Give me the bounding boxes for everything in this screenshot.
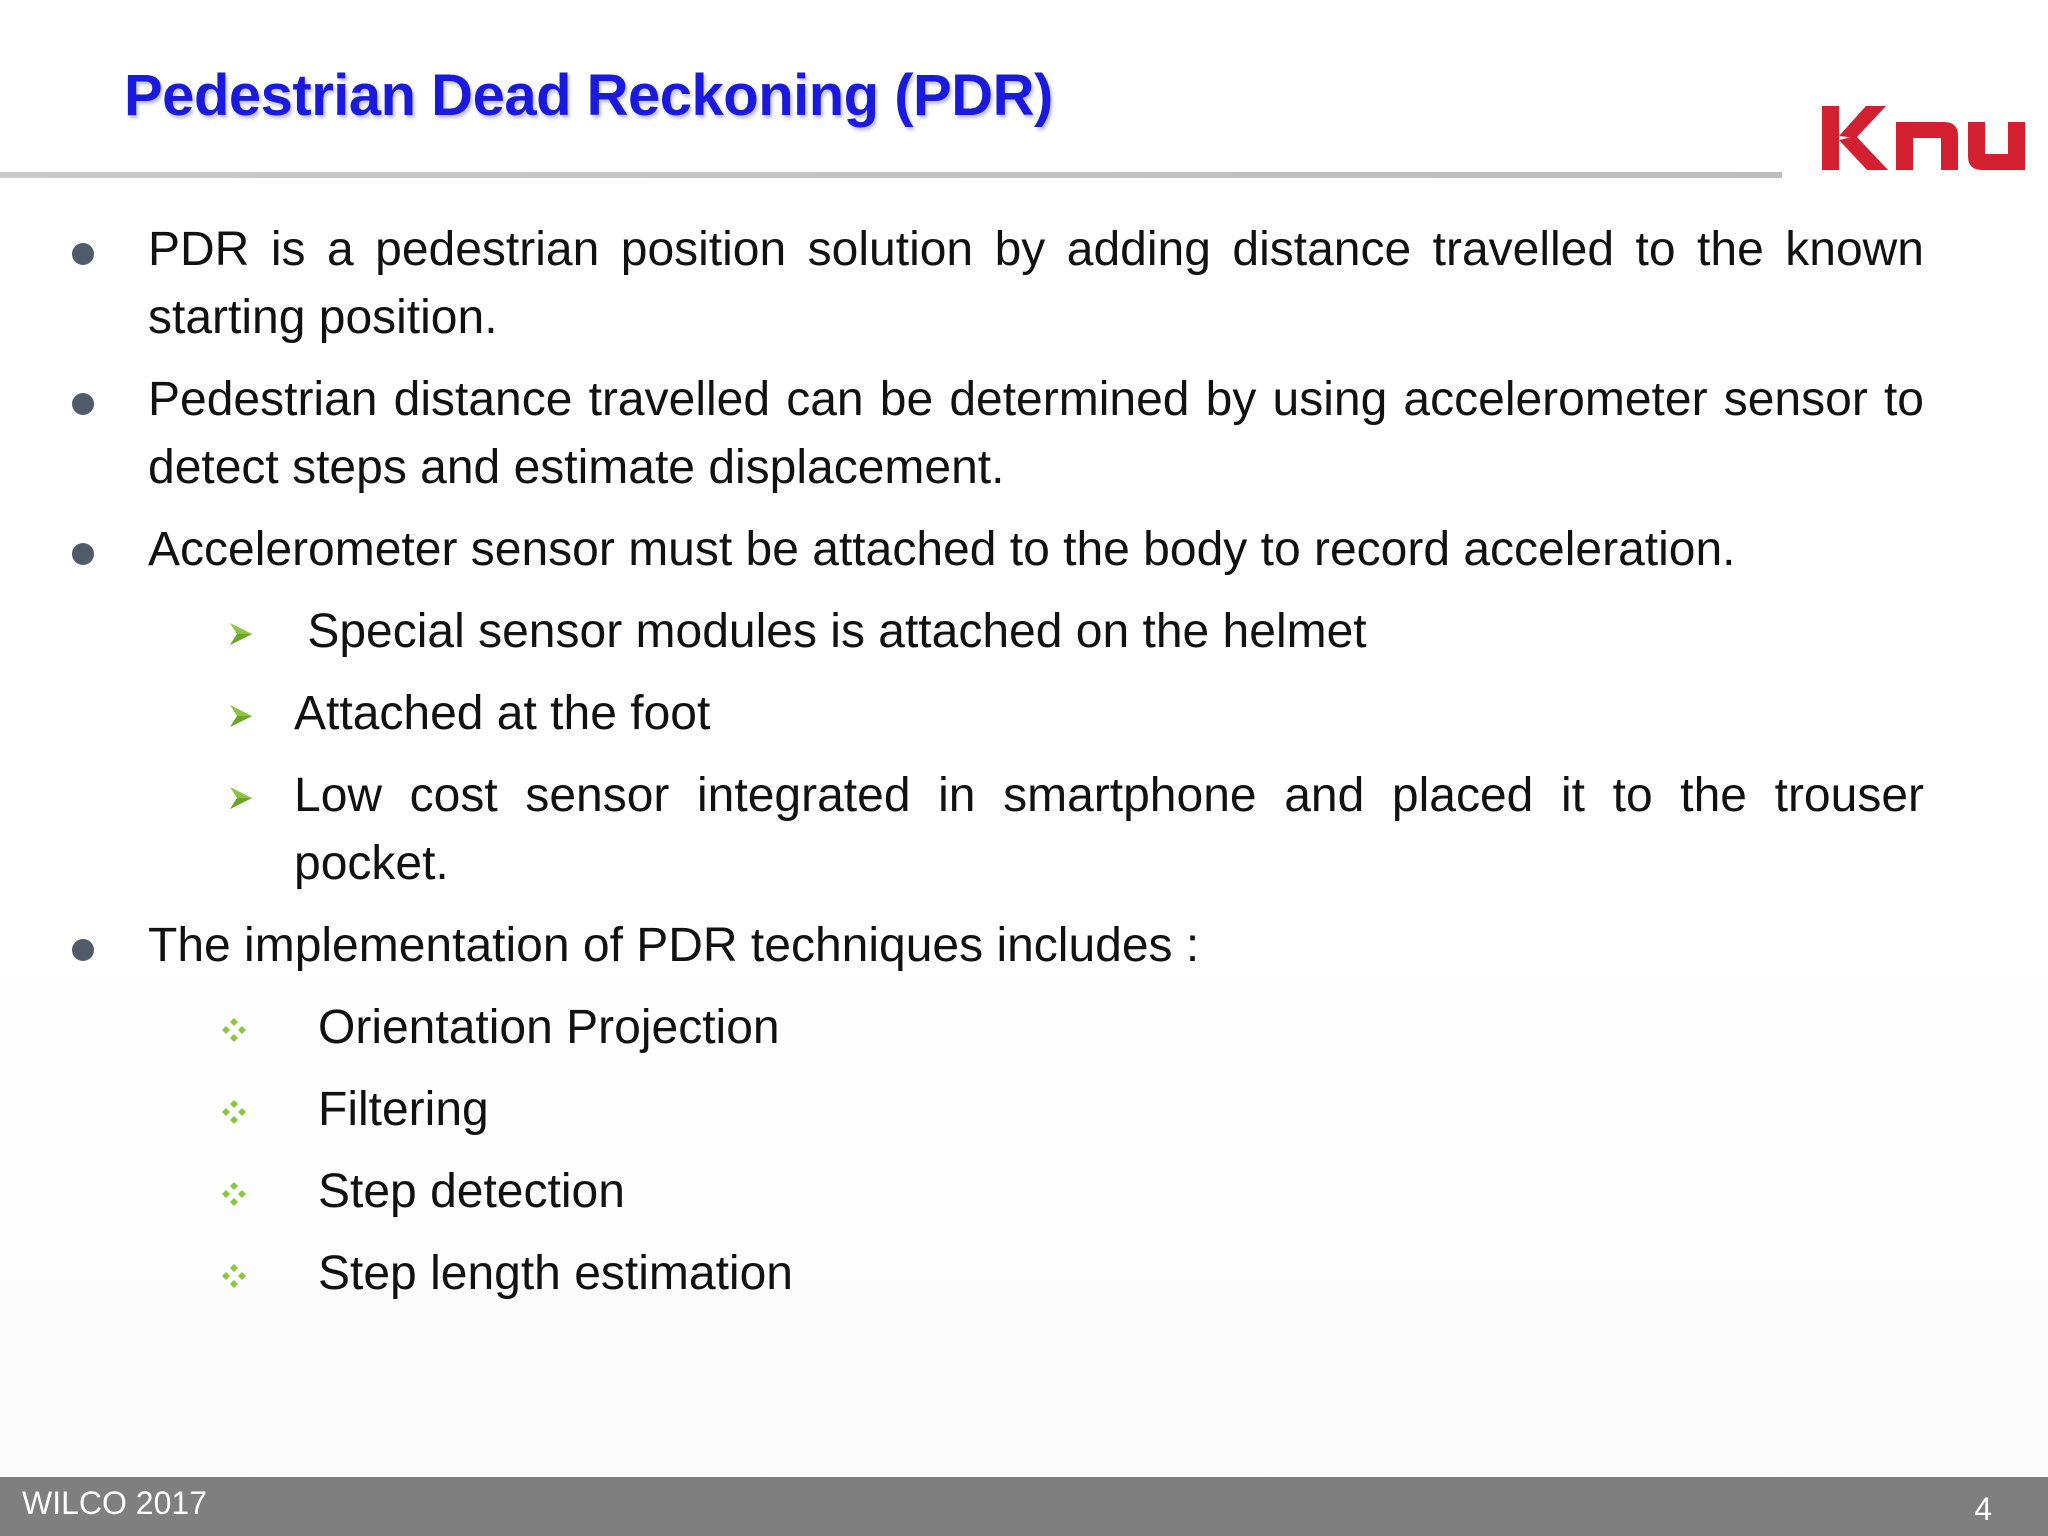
sub-bullet-text: Special sensor modules is attached on the helmet [294,605,1367,658]
sub-bullet-text: Step length estimation [318,1247,793,1300]
sub-bullet-item [294,680,1924,748]
bullet-text: PDR is a pedestrian position solution by adding distance travelled to the known starting position. [148,223,1924,344]
knu-logo [1820,102,2025,174]
bullet-dot-icon [72,243,94,265]
bullet-dot-icon [72,393,94,415]
bullet-item [148,912,1924,980]
diamond-cluster-bullet-icon [218,1178,250,1210]
diamond-cluster-bullet-icon [218,1096,250,1128]
sub-bullet-text: Filtering [318,1083,489,1136]
title-divider [0,172,1782,178]
sub-bullet-text: Low cost sensor integrated in smartphone and placed it to the trouser pocket. [294,769,1924,890]
footer-bar [0,1477,2048,1536]
sub-bullet-item [294,598,1924,666]
bullet-item [148,516,1924,584]
arrow-bullet-icon [228,785,254,811]
diamond-cluster-bullet-icon [218,1260,250,1292]
page-number: 4 [1974,1491,1992,1527]
sub-bullet-item [294,762,1924,898]
bullet-text: Pedestrian distance travelled can be determined by using accelerometer sensor to detect steps and estimate displacement. [148,373,1924,494]
sub-bullet-text: Orientation Projection [318,1001,780,1054]
bullet-item [148,216,1924,352]
arrow-bullet-icon [228,703,254,729]
sub-bullet-text: Step detection [318,1165,625,1218]
sub-bullet-item [318,994,1818,1062]
bullet-text: The implementation of PDR techniques includes : [148,919,1200,972]
bullet-dot-icon [72,543,94,565]
diamond-cluster-bullet-icon [218,1014,250,1046]
bullet-text: Accelerometer sensor must be attached to the body to record acceleration. [148,523,1736,576]
slide-title: Pedestrian Dead Reckoning (PDR) [124,63,1053,128]
footer-conference-label: WILCO 2017 [22,1485,207,1521]
sub-bullet-text: Attached at the foot [294,687,711,740]
sub-bullet-item [318,1076,1818,1144]
bullet-dot-icon [72,939,94,961]
sub-bullet-item [318,1240,1818,1308]
sub-bullet-item [318,1158,1818,1226]
bullet-item [148,366,1924,502]
arrow-bullet-icon [228,621,254,647]
